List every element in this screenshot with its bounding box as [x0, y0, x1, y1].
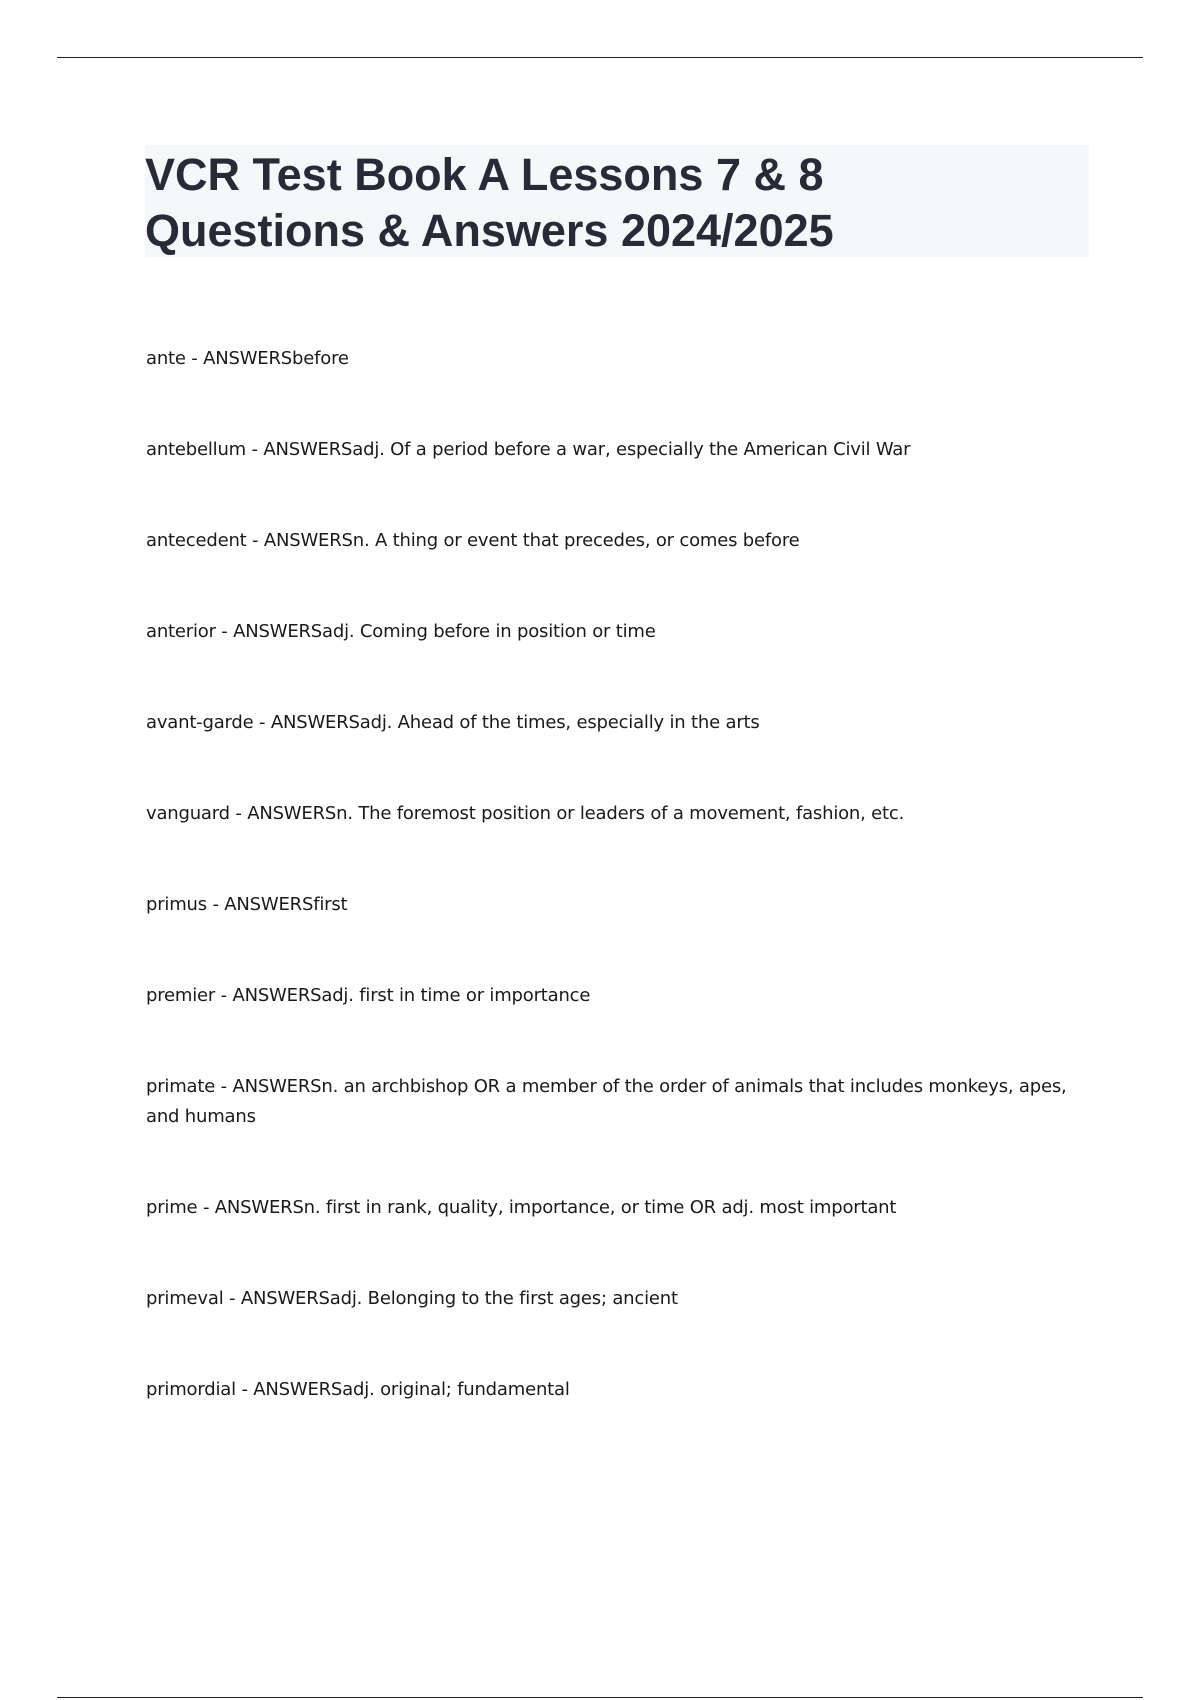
title-line-1: VCR Test Book A Lessons 7 & 8: [145, 149, 824, 200]
qa-entry-prime: prime - ANSWERSn. first in rank, quality, importance, or time OR adj. most important: [146, 1197, 897, 1218]
qa-entry-ante: ante - ANSWERSbefore: [146, 348, 349, 369]
qa-entry-antebellum: antebellum - ANSWERSadj. Of a period before a war, especially the American Civil War: [146, 439, 911, 460]
qa-entry-primus: primus - ANSWERSfirst: [146, 894, 348, 915]
qa-entry-vanguard: vanguard - ANSWERSn. The foremost position or leaders of a movement, fashion, etc.: [146, 803, 905, 824]
qa-entry-avant-garde: avant-garde - ANSWERSadj. Ahead of the times, especially in the arts: [146, 712, 760, 733]
qa-entry-primate: primate - ANSWERSn. an archbishop OR a member of the order of animals that includes monkeys, apes, and humans: [146, 1076, 1067, 1127]
document-title: [145, 145, 1089, 257]
qa-entry-anterior: anterior - ANSWERSadj. Coming before in position or time: [146, 621, 656, 642]
qa-entry-primordial: primordial - ANSWERSadj. original; fundamental: [146, 1379, 570, 1400]
top-rule: [57, 57, 1143, 58]
qa-entry-primeval: primeval - ANSWERSadj. Belonging to the first ages; ancient: [146, 1288, 678, 1309]
qa-entry-premier: premier - ANSWERSadj. first in time or importance: [146, 985, 591, 1006]
bottom-rule: [57, 1697, 1143, 1698]
qa-entry-antecedent: antecedent - ANSWERSn. A thing or event that precedes, or comes before: [146, 530, 800, 551]
title-line-2: Questions & Answers 2024/2025: [145, 205, 834, 256]
